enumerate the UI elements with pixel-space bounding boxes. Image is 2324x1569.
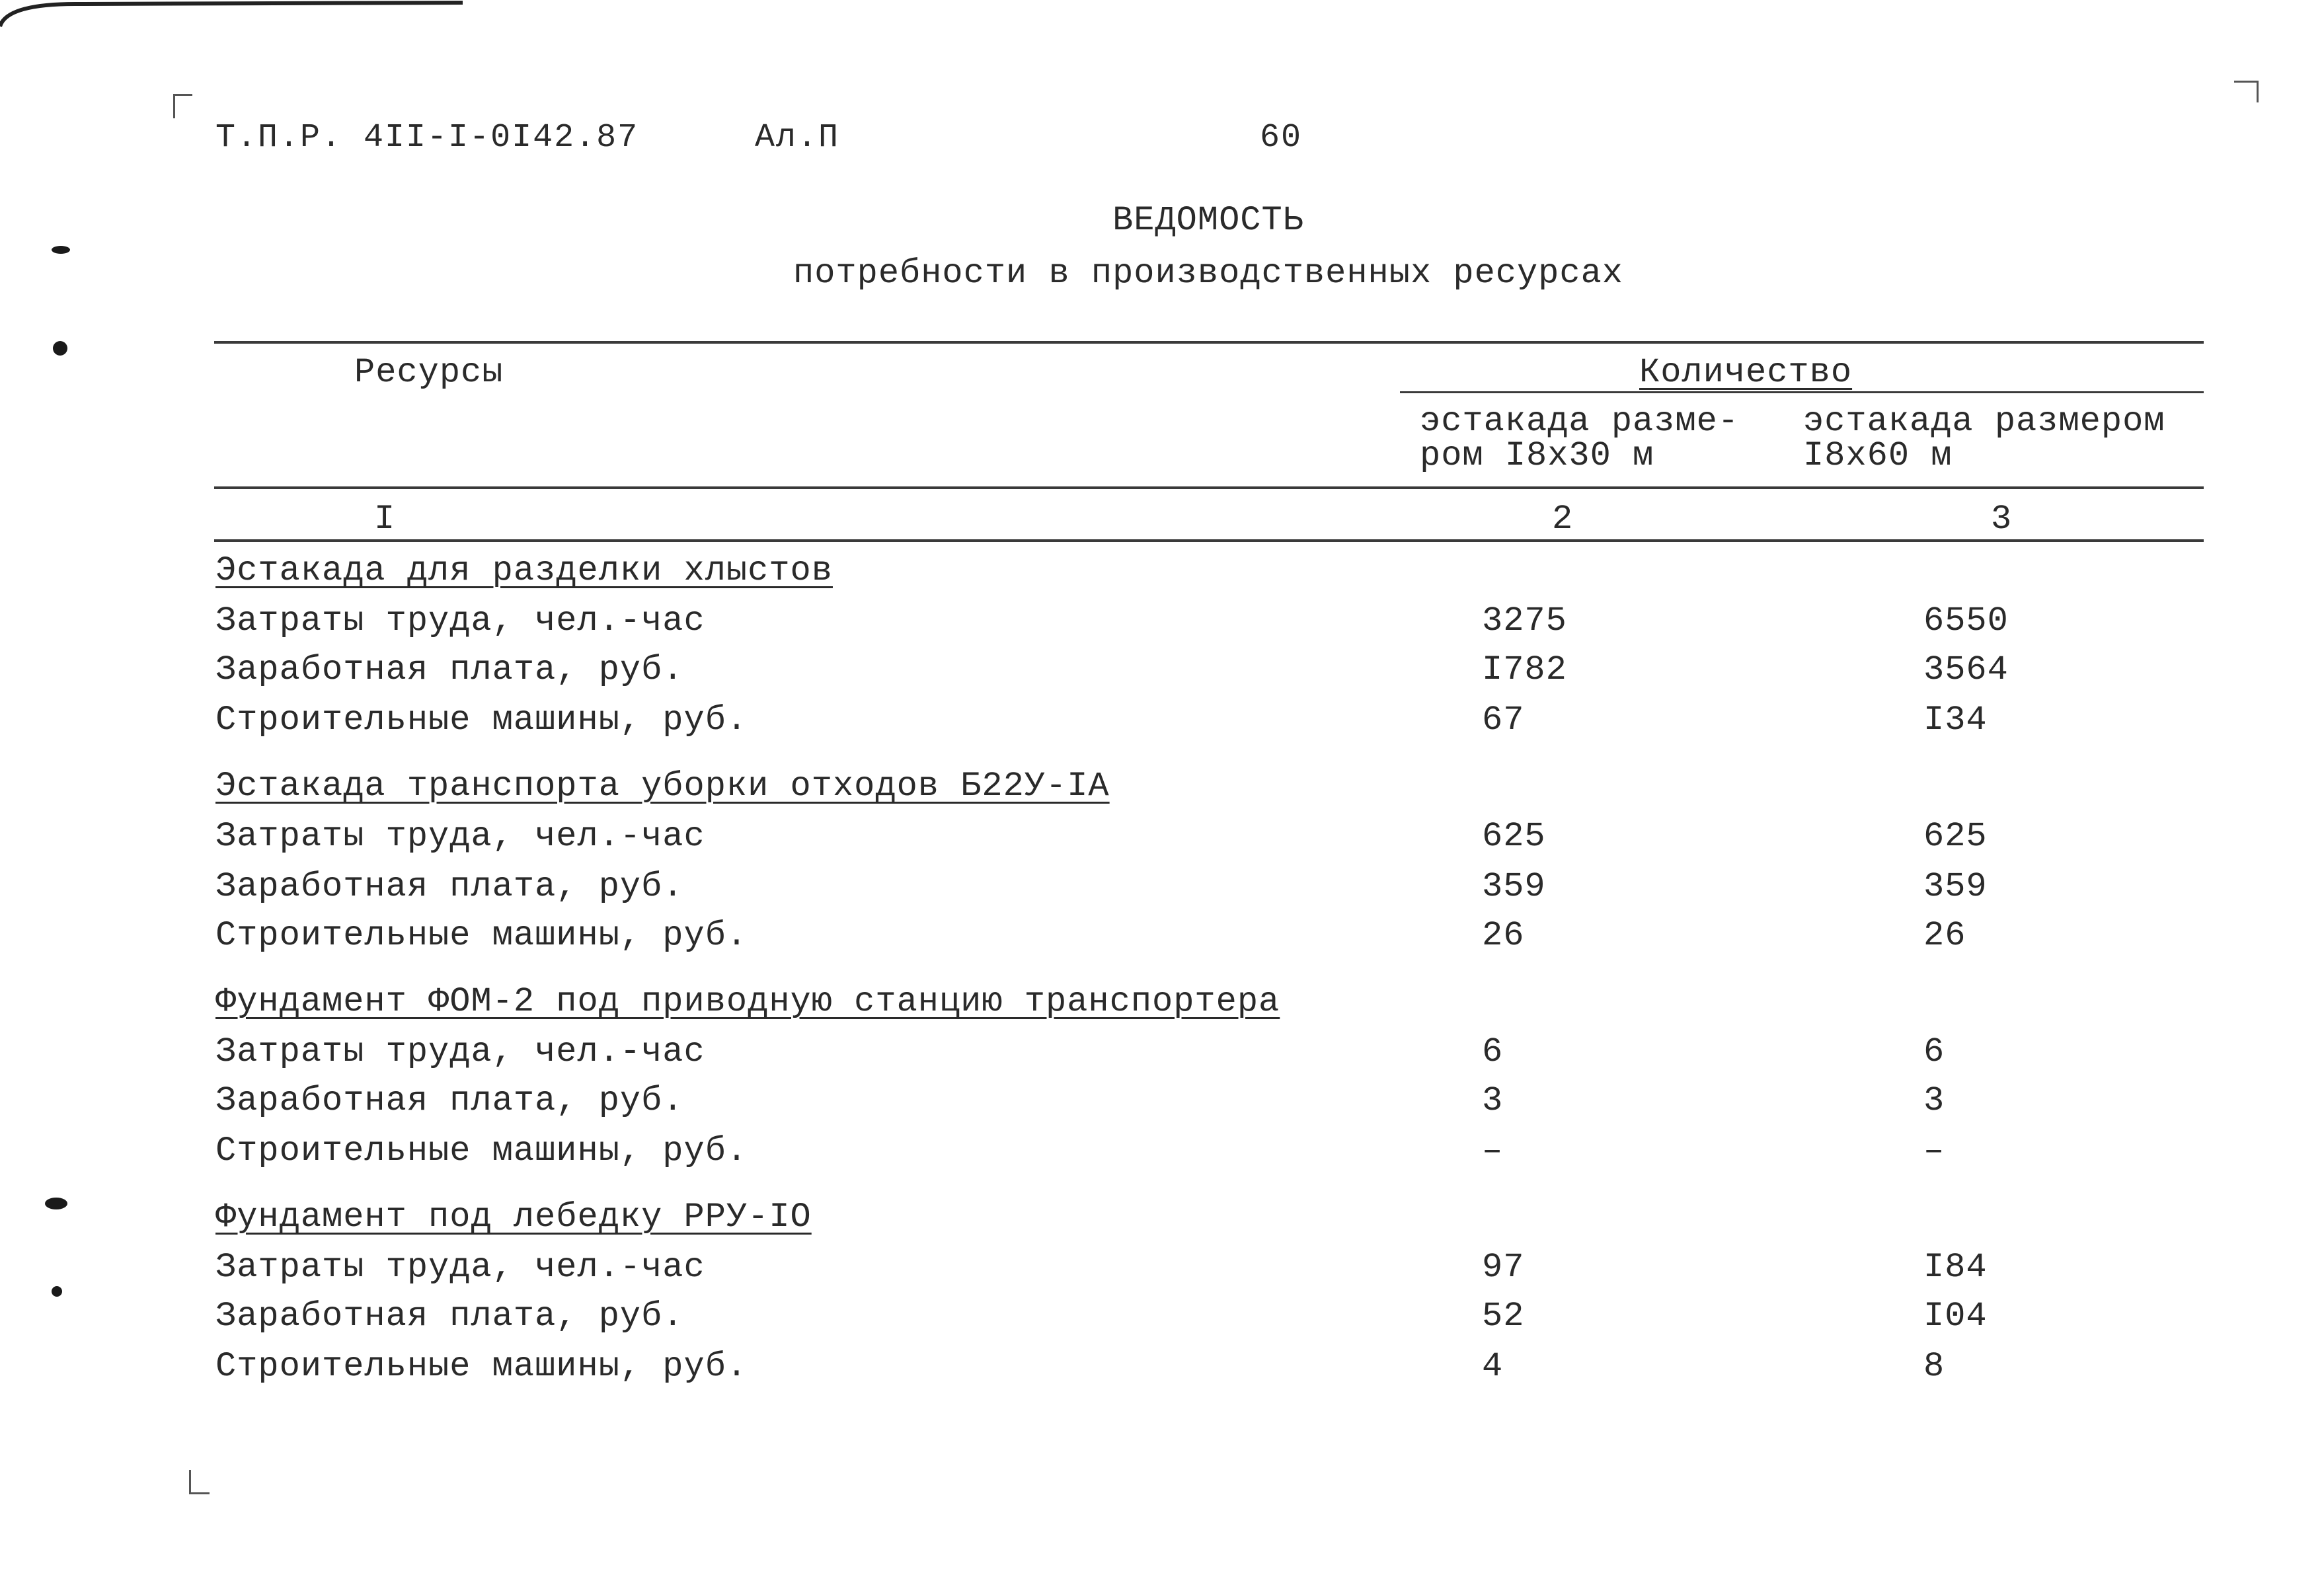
row-value-18x30: 3275: [1482, 601, 1567, 640]
row-value-18x60: 625: [1923, 817, 1988, 856]
row-label: Строительные машины, руб.: [215, 1347, 748, 1386]
column-header-overpass-18x30: [1420, 404, 1739, 473]
row-value-18x30: 625: [1482, 817, 1546, 856]
row-value-18x60: 3564: [1923, 650, 2009, 689]
row-value-18x60: 6: [1923, 1032, 1945, 1071]
row-value-18x60: I04: [1923, 1297, 1988, 1336]
column-header-line: эстакада разме-: [1420, 402, 1740, 441]
row-value-18x60: 3: [1923, 1081, 1945, 1120]
row-value-18x60: 359: [1923, 867, 1988, 906]
scan-edge-mark: [0, 0, 463, 40]
row-value-18x30: –: [1482, 1131, 1504, 1170]
column-number-1: I: [374, 500, 396, 539]
section-title: Эстакада транспорта уборки отходов Б22У-IА: [215, 767, 1110, 806]
row-value-18x60: –: [1923, 1131, 1945, 1170]
punch-mark: [52, 246, 70, 254]
row-value-18x30: 4: [1482, 1347, 1504, 1386]
row-value-18x30: 6: [1482, 1032, 1504, 1071]
column-header-overpass-18x60: [1803, 404, 2165, 473]
page-number: 60: [1260, 119, 1303, 157]
document-subtitle: потребности в производственных ресурсах: [793, 254, 1623, 293]
row-value-18x30: 26: [1482, 916, 1525, 955]
table-top-rule: [214, 341, 2204, 344]
album-number: Ал.П: [755, 119, 840, 157]
row-label: Заработная плата, руб.: [215, 1297, 684, 1336]
row-value-18x60: 26: [1923, 916, 1966, 955]
row-label: Заработная плата, руб.: [215, 650, 684, 689]
punch-mark: [53, 341, 67, 356]
row-value-18x60: I84: [1923, 1248, 1988, 1287]
row-value-18x60: 6550: [1923, 601, 2009, 640]
column-header-resources: Ресурсы: [354, 353, 504, 392]
row-value-18x30: I782: [1482, 650, 1567, 689]
row-label: Затраты труда, чел.-час: [215, 817, 705, 856]
row-value-18x30: 52: [1482, 1297, 1525, 1336]
table-header-rule: [214, 486, 2204, 489]
column-header-line: эстакада размером: [1803, 402, 2165, 441]
section-title: Фундамент под лебедку РРУ-IО: [215, 1198, 812, 1237]
row-label: Строительные машины, руб.: [215, 701, 748, 740]
row-label: Заработная плата, руб.: [215, 867, 684, 906]
row-value-18x30: 359: [1482, 867, 1546, 906]
column-header-line: ром I8x30 м: [1420, 436, 1654, 475]
quantity-subrule: [1400, 391, 2204, 393]
row-label: Затраты труда, чел.-час: [215, 1032, 705, 1071]
column-header-quantity: Количество: [1639, 353, 1853, 392]
frame-corner: [189, 1470, 210, 1494]
row-value-18x30: 97: [1482, 1248, 1525, 1287]
frame-corner: [173, 94, 192, 118]
column-number-2: 2: [1552, 500, 1574, 539]
row-value-18x60: I34: [1923, 701, 1988, 740]
section-title: Эстакада для разделки хлыстов: [215, 551, 833, 590]
row-value-18x60: 8: [1923, 1347, 1945, 1386]
row-label: Заработная плата, руб.: [215, 1081, 684, 1120]
column-number-3: 3: [1991, 500, 2013, 539]
row-value-18x30: 67: [1482, 701, 1525, 740]
document-title: ВЕДОМОСТЬ: [1112, 201, 1304, 240]
row-value-18x30: 3: [1482, 1081, 1504, 1120]
section-title: Фундамент ФОМ-2 под приводную станцию транспортера: [215, 982, 1280, 1021]
punch-mark: [45, 1198, 67, 1209]
column-numbers-rule: [214, 539, 2204, 542]
column-header-line: I8x60 м: [1803, 436, 1953, 475]
row-label: Затраты труда, чел.-час: [215, 1248, 705, 1287]
frame-corner: [2234, 81, 2259, 102]
row-label: Затраты труда, чел.-час: [215, 601, 705, 640]
punch-mark: [52, 1286, 62, 1297]
row-label: Строительные машины, руб.: [215, 916, 748, 955]
row-label: Строительные машины, руб.: [215, 1131, 748, 1170]
doc-code: Т.П.Р. 4II-I-0I42.87: [215, 119, 639, 157]
